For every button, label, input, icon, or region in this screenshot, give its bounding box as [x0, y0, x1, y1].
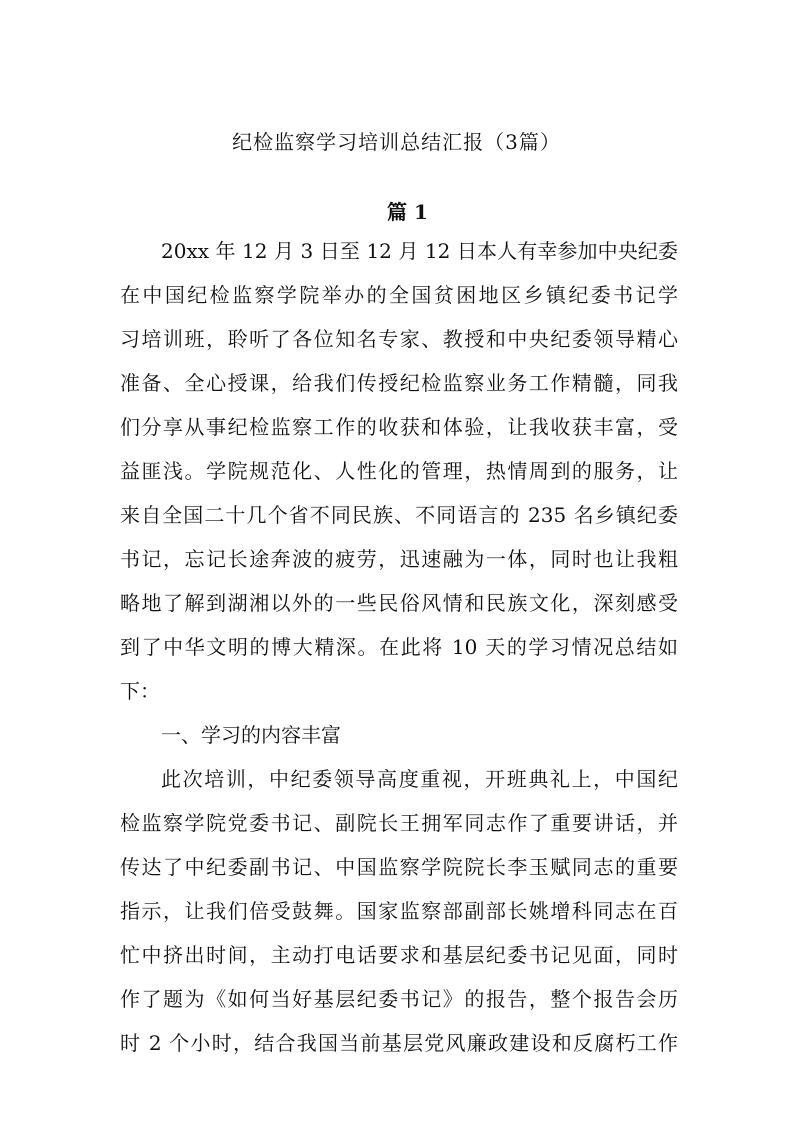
paragraph-line: 书记，忘记长途奔波的疲劳，迅速融为一体，同时也让我粗 — [120, 547, 678, 571]
paragraph-line: 此次培训，中纪委领导高度重视，开班典礼上，中国纪 — [161, 767, 678, 791]
paragraph-line: 忙中挤出时间，主动打电话要求和基层纪委书记见面，同时 — [120, 943, 678, 967]
paragraph-line: 习培训班，聆听了各位知名专家、教授和中央纪委领导精心 — [120, 327, 678, 351]
paragraph-line: 们分享从事纪检监察工作的收获和体验，让我收获丰富，受 — [120, 415, 678, 439]
document-body — [120, 229, 678, 1065]
paragraph-line: 在中国纪检监察学院举办的全国贫困地区乡镇纪委书记学 — [120, 283, 678, 307]
paragraph-line: 作了题为《如何当好基层纪委书记》的报告，整个报告会历 — [120, 987, 678, 1011]
paragraph-line: 时 2 个小时，结合我国当前基层党风廉政建设和反腐朽工作 — [120, 1031, 678, 1055]
paragraph-line: 准备、全心授课，给我们传授纪检监察业务工作精髓，同我 — [120, 371, 678, 395]
document-title: 纪检监察学习培训总结汇报（3篇） — [232, 130, 561, 154]
paragraph-line: 指示，让我们倍受鼓舞。国家监察部副部长姚增科同志在百 — [120, 899, 678, 923]
paragraph-line: 20xx 年 12 月 3 日至 12 月 12 日本人有幸参加中央纪委 — [161, 239, 678, 263]
paragraph-line: 传达了中纪委副书记、中国监察学院院长李玉赋同志的重要 — [120, 855, 678, 879]
paragraph-line: 来自全国二十几个省不同民族、不同语言的 235 名乡镇纪委 — [120, 503, 678, 527]
paragraph-line: 下： — [120, 679, 160, 703]
section-subheading: 一、学习的内容丰富 — [161, 723, 341, 747]
paragraph-line: 益匪浅。学院规范化、人性化的管理，热情周到的服务，让 — [120, 459, 678, 483]
section-heading: 篇 1 — [387, 200, 428, 224]
paragraph-line: 检监察学院党委书记、副院长王拥军同志作了重要讲话，并 — [120, 811, 678, 835]
paragraph-line: 略地了解到湖湘以外的一些民俗风情和民族文化，深刻感受 — [120, 591, 678, 615]
paragraph-line: 到了中华文明的博大精深。在此将 10 天的学习情况总结如 — [120, 635, 678, 659]
